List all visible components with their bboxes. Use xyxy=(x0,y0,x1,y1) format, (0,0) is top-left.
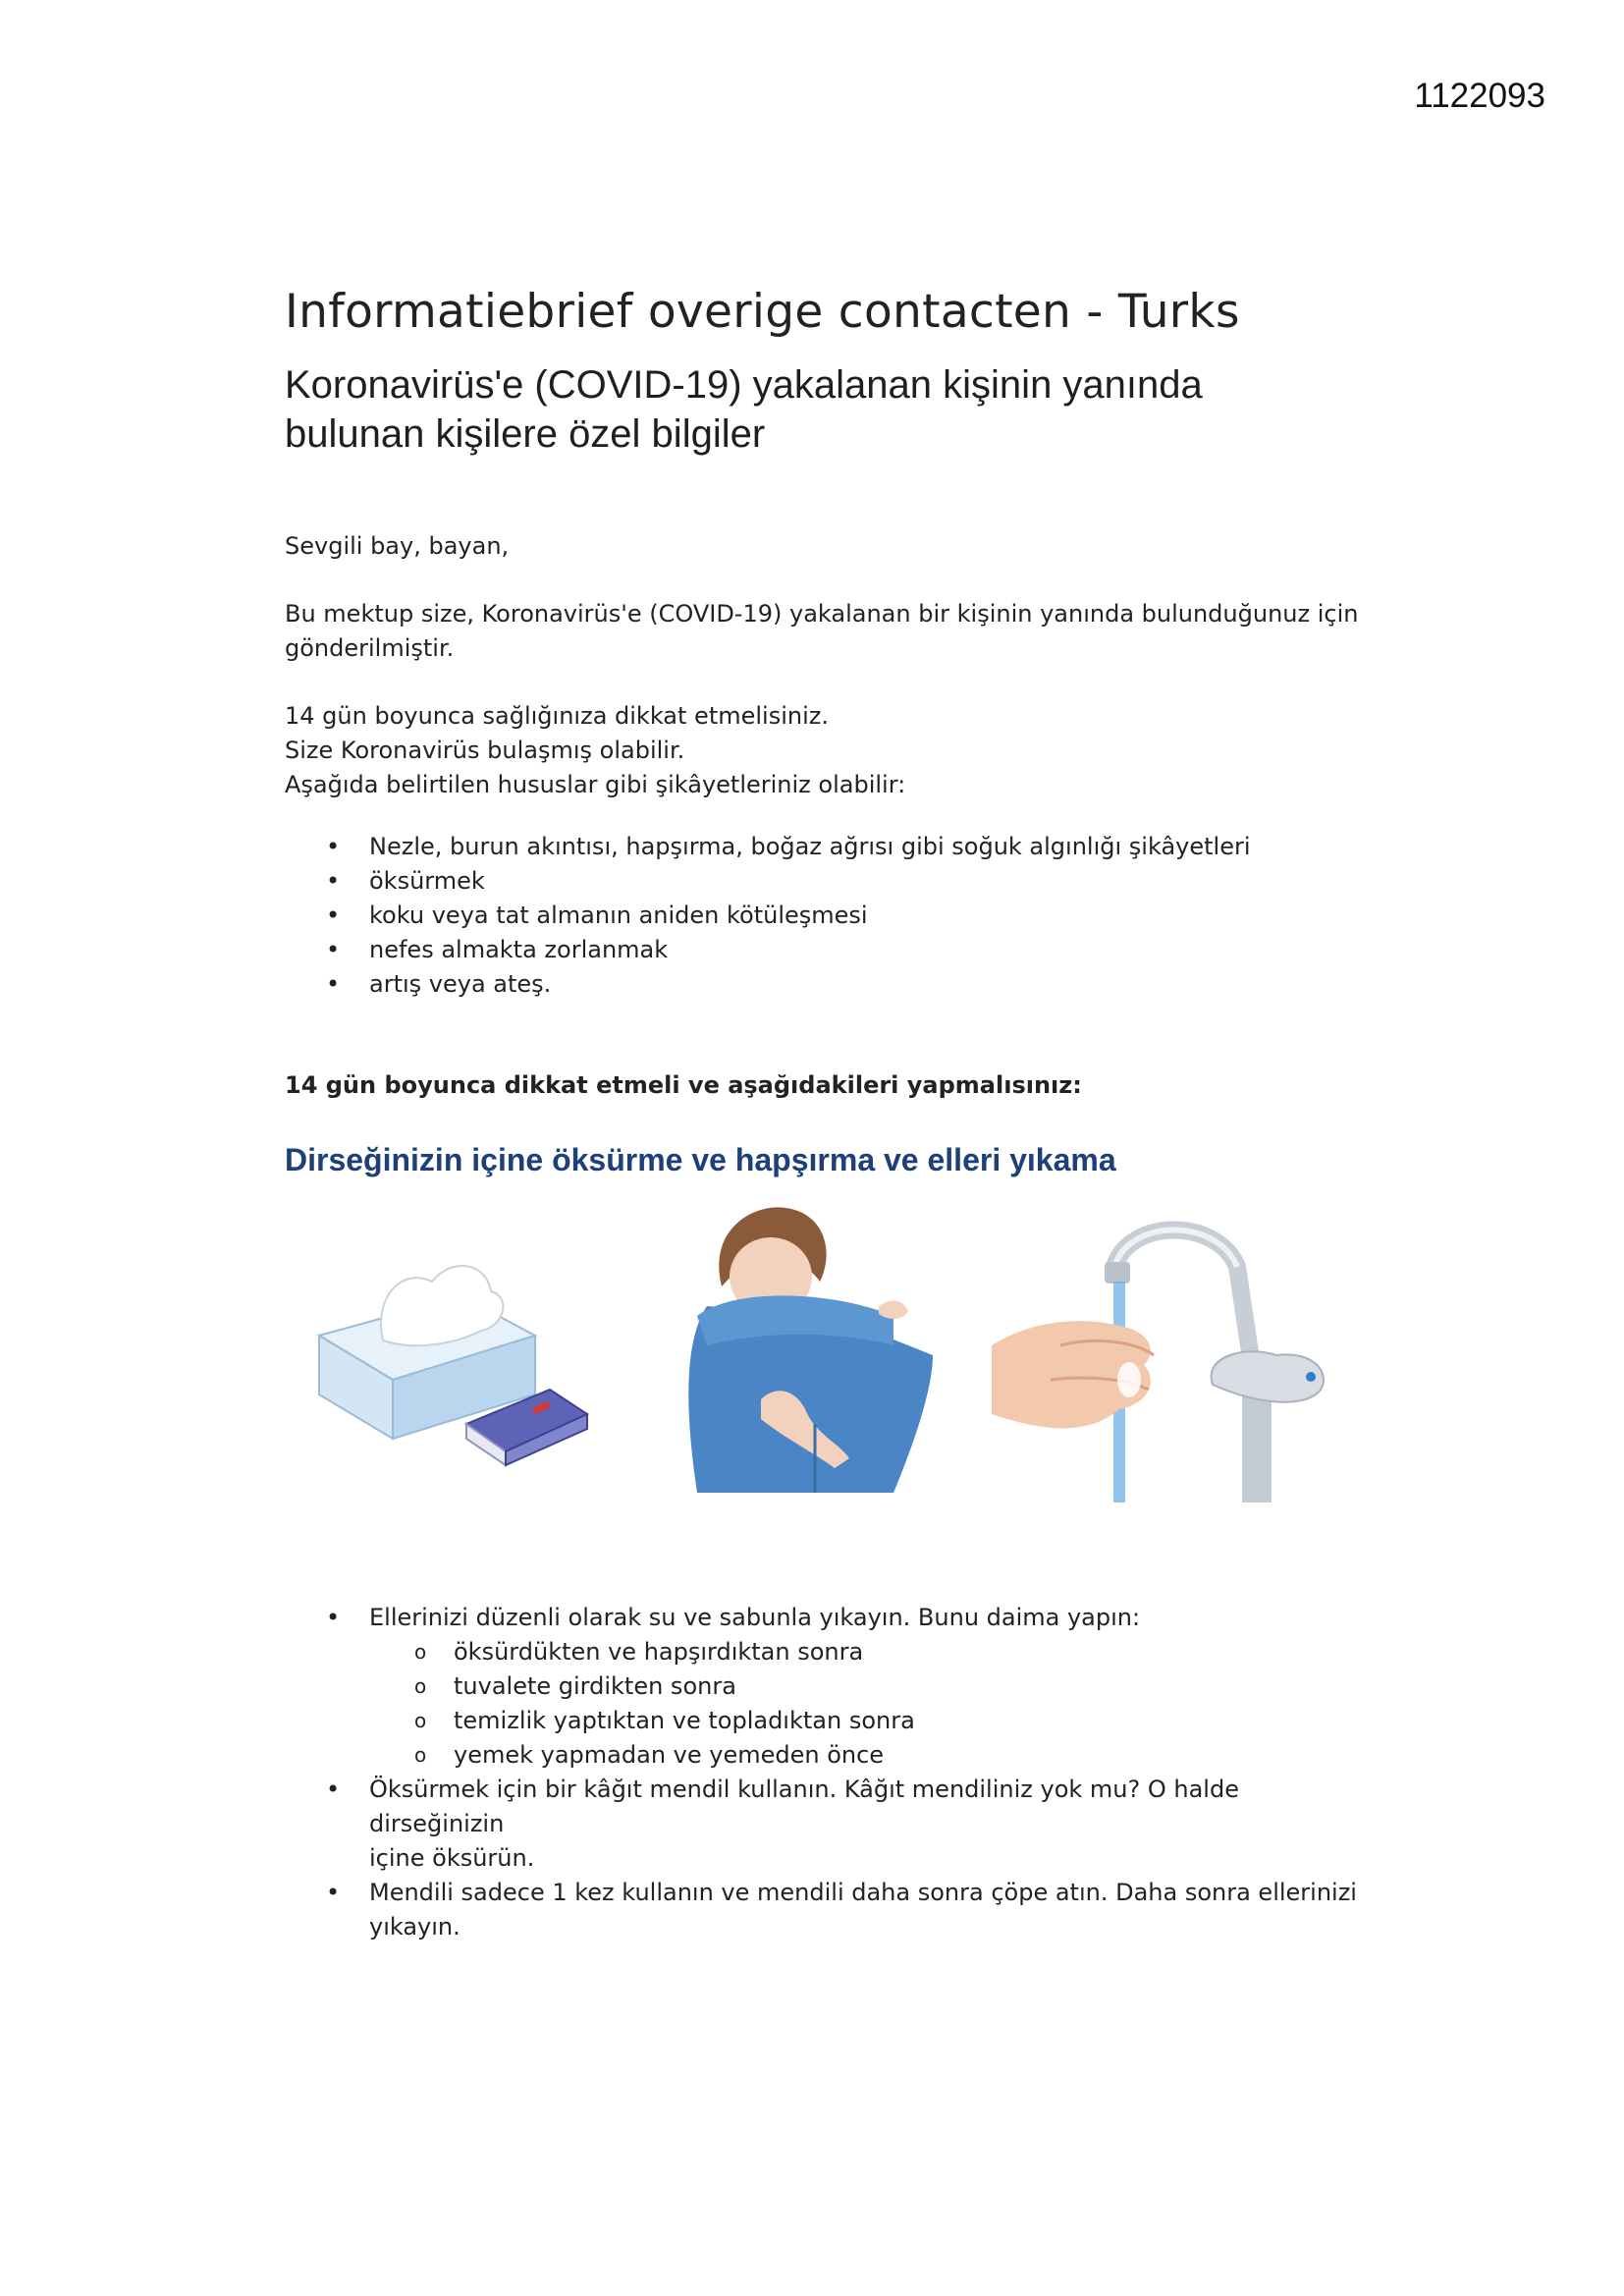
wash-moment-item: o yemek yapmadan ve yemeden önce xyxy=(369,1738,1375,1773)
symptom-item: • öksürmek xyxy=(285,864,1375,899)
discard-text-line-1: Mendili sadece 1 kez kullanın ve mendili daha sonra çöpe atın. Daha sonra ellerinizi xyxy=(369,1879,1357,1906)
letter-page xyxy=(285,285,1375,1944)
person-coughing-into-elbow-icon xyxy=(668,1198,952,1493)
hygiene-item xyxy=(285,1601,1375,1773)
illustration-strip xyxy=(285,1198,1375,1532)
page-subtitle xyxy=(285,360,1375,459)
wash-moments-list xyxy=(369,1635,1375,1773)
symptom-item: • koku veya tat almanın aniden kötüleşmesi xyxy=(285,899,1375,933)
intro-line-2: gönderilmiştir. xyxy=(285,634,455,662)
subtitle-line-2: bulunan kişilere özel bilgiler xyxy=(285,412,766,456)
instruction-heading: 14 gün boyunca dikkat etmeli ve aşağıdakileri yapmalısınız: xyxy=(285,1071,1082,1099)
tissue-text-line-2: içine öksürün. xyxy=(369,1844,535,1872)
care-paragraph xyxy=(285,699,1375,802)
page-title: Informatiebrief overige contacten - Turks xyxy=(285,285,1240,339)
wash-moment-item: o temizlik yaptıktan ve topladıktan sonra xyxy=(369,1704,1375,1738)
symptom-item: • artış veya ateş. xyxy=(285,967,1375,1002)
greeting: Sevgili bay, bayan, xyxy=(285,532,510,560)
discard-text-line-2: yıkayın. xyxy=(369,1913,460,1941)
wash-hands-text: Ellerinizi düzenli olarak su ve sabunla yıkayın. Bunu daima yapın: xyxy=(369,1604,1141,1631)
section-heading: Dirseğinizin içine öksürme ve hapşırma ve elleri yıkama xyxy=(285,1142,1116,1177)
wash-moment-item: o öksürdükten ve hapşırdıktan sonra xyxy=(369,1635,1375,1669)
symptom-item: • nefes almakta zorlanmak xyxy=(285,933,1375,967)
tissue-box-icon xyxy=(314,1237,609,1483)
care-line: Aşağıda belirtilen hususlar gibi şikâyetleriniz olabilir: xyxy=(285,771,906,798)
subtitle-line-1: Koronavirüs'e (COVID-19) yakalanan kişinin yanında xyxy=(285,363,1203,407)
intro-paragraph xyxy=(285,597,1375,666)
hand-washing-tap-icon xyxy=(992,1208,1345,1503)
intro-line-1: Bu mektup size, Koronavirüs'e (COVID-19) yakalanan bir kişinin yanında bulunduğunuz için xyxy=(285,600,1359,628)
care-line: Size Koronavirüs bulaşmış olabilir. xyxy=(285,737,685,764)
hygiene-list xyxy=(285,1601,1375,1944)
document-id: 1122093 xyxy=(1414,77,1545,115)
wash-moment-item: o tuvalete girdikten sonra xyxy=(369,1669,1375,1704)
care-line: 14 gün boyunca sağlığınıza dikkat etmelisiniz. xyxy=(285,702,829,730)
hygiene-item xyxy=(285,1876,1375,1944)
symptom-list xyxy=(285,830,1375,1002)
hygiene-item xyxy=(285,1773,1375,1876)
symptom-item: • Nezle, burun akıntısı, hapşırma, boğaz ağrısı gibi soğuk algınlığı şikâyetleri xyxy=(285,830,1375,864)
tissue-text-line-1: Öksürmek için bir kâğıt mendil kullanın. Kâğıt mendiliniz yok mu? O halde dirseğinizin xyxy=(369,1776,1239,1837)
